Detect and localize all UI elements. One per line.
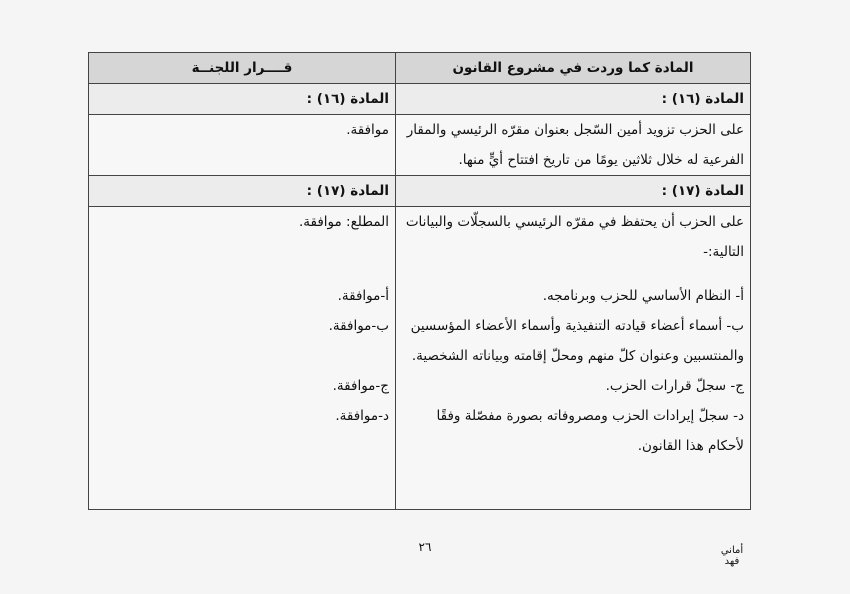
article17-intro-line: على الحزب أن يحتفظ في مقرّه الرئيسي بالسجلّات والبيانات [405, 214, 744, 230]
article16-content-row [89, 115, 751, 176]
article17-item-d-cont: لأحكام هذا القانون. [637, 438, 744, 454]
article17-content-row [89, 207, 751, 510]
article17-text [396, 207, 751, 510]
article17-item-b-cont: والمنتسبين وعنوان كلّ منهم ومحلّ إقامته وبياناته الشخصية. [411, 348, 744, 364]
article17-item-d: د- سجلّ إيرادات الحزب ومصروفاته بصورة مفصّلة وفقًا [436, 408, 744, 424]
typist-signature: أماني فهد [720, 545, 744, 567]
article16-text-line: الفرعية له خلال ثلاثين يومًا من تاريخ افتتاح أيٍّ منها. [458, 152, 744, 168]
page-number: ٢٦ [418, 540, 432, 554]
article17-decision-b: ب-موافقة. [328, 318, 389, 334]
article17-title: المادة (١٧) : [396, 176, 751, 207]
article16-title: المادة (١٦) : [396, 84, 751, 115]
table-header-row [89, 53, 751, 84]
article17-decision-a: أ-موافقة. [337, 288, 389, 304]
article17-item-a: أ- النظام الأساسي للحزب وبرنامجه. [542, 288, 744, 304]
article16-title-row [89, 84, 751, 115]
article17-decision-title: المادة (١٧) : [89, 176, 396, 207]
article16-decision-title: المادة (١٦) : [89, 84, 396, 115]
article-column-header: المادة كما وردت في مشروع القانون [396, 53, 751, 84]
article17-title-row [89, 176, 751, 207]
article17-decision-intro: المطلع: موافقة. [298, 214, 389, 230]
article17-intro-line: التالية:- [703, 244, 744, 260]
article17-item-c: ج- سجلّ قرارات الحزب. [605, 378, 744, 394]
article17-decision-c: ج-موافقة. [332, 378, 389, 394]
article17-decision [89, 207, 396, 510]
article17-item-b: ب- أسماء أعضاء قيادته التنفيذية وأسماء الأعضاء المؤسسين [410, 318, 744, 334]
article16-text [396, 115, 751, 176]
law-comparison-table [88, 52, 751, 510]
decision-column-header: قــــرار اللجنــة [89, 53, 396, 84]
article16-decision-text: موافقة. [346, 122, 389, 138]
article16-decision [89, 115, 396, 176]
article17-decision-d: د-موافقة. [335, 408, 389, 424]
article16-text-line: على الحزب تزويد أمين السّجل بعنوان مقرّه الرئيسي والمقار [406, 122, 744, 138]
